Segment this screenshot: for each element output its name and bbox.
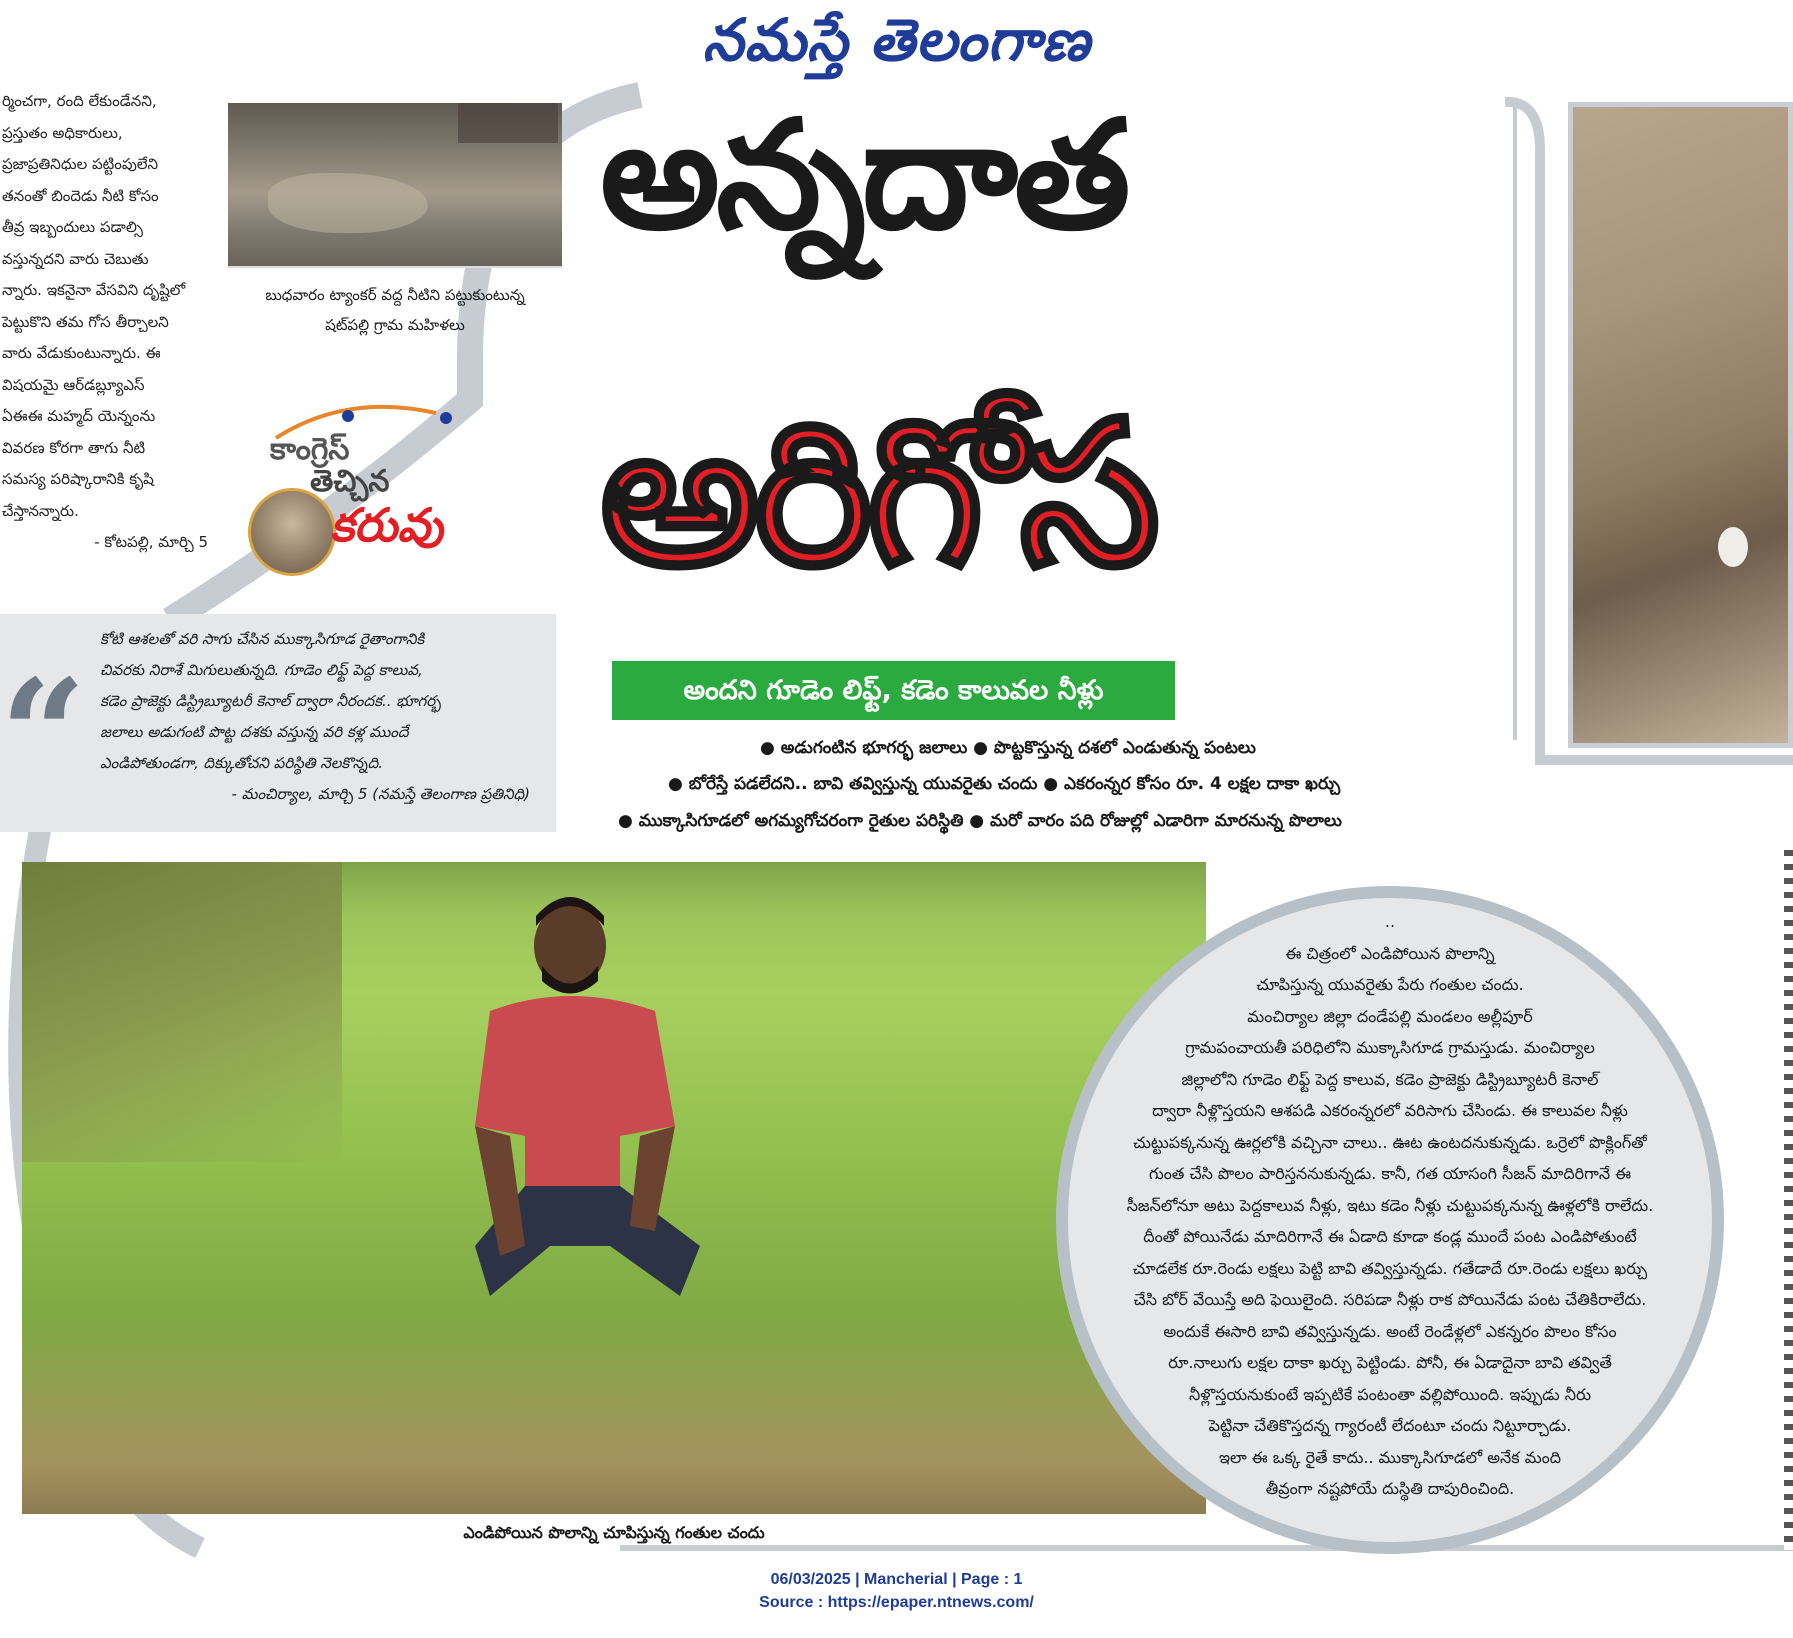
story-line: గుంత చేసి పొలం పారిస్తననుకున్నడు. కానీ, గత యాసంగి సీజన్ మాదిరిగానే ఈ [1148, 1164, 1632, 1183]
story-line: సీజన్‌లోనూ అటు పెద్దకాలువ నీళ్లు, ఇటు కడెం నీళ్లు చుట్టుపక్కనున్న ఊళ్లలోకి రాలేదు. [1126, 1195, 1654, 1215]
article-line: విషయమై ఆర్‌డబ్ల్యూఎస్ [2, 375, 145, 394]
story-line: గ్రామపంచాయతీ పరిధిలోని ముక్కాసిగూడ గ్రామస్తుడు. మంచిర్యాల [1185, 1038, 1595, 1057]
story-line: తీవ్రంగా నష్టపోయే దుస్థితి దాపురించింది. [1265, 1479, 1515, 1498]
caption-line: షట్‌పల్లి గ్రామ మహిళలు [325, 316, 465, 334]
field-photo-caption: ఎండిపోయిన పొలాన్ని చూపిస్తున్న గంతుల చందు [463, 1523, 765, 1542]
story-line: పెట్టినా చేతికొస్తదన్న గ్యారంటీ లేదంటూ చందు నిట్టూర్చాడు. [1208, 1416, 1572, 1435]
quote-line: కడెం ప్రాజెక్టు డిస్ట్రిబ్యూటరీ కెనాల్ ద్వారా నీరందక.. భూగర్భ [100, 692, 442, 710]
worker-figure [1718, 527, 1748, 567]
article-line: తీవ్ర ఇబ్బందులు పడాల్సి [2, 218, 143, 236]
article-line: పెట్టుకొని తమ గోస తీర్చాలని [2, 312, 169, 331]
story-line: ఈ చిత్రంలో ఎండిపోయిన పొలాన్ని [1285, 943, 1495, 963]
photo-vegetation [22, 862, 342, 1162]
headline-line1: అన్నదాత [600, 89, 1127, 263]
article-line: ర్మించగా, రంది లేకుండేనని, [2, 92, 157, 110]
badge-text-brought: తెచ్చిన [310, 464, 390, 499]
story-line: రూ.నాలుగు లక్షల దాకా ఖర్చు పెట్టిండు. పోనీ, ఈ ఏడాదైనా బావి తవ్వితే [1168, 1353, 1612, 1372]
article-line: ఏఈఈ మహ్మద్ యెన్నంను [2, 407, 156, 425]
quote-line: ఎండిపోతుండగా, దిక్కుతోచని పరిస్థితి నెలకొన్నది. [100, 754, 383, 772]
farmer-figure [470, 886, 730, 1306]
story-line: చూడలేక రూ.రెండు లక్షలు పెట్టి బావి తవ్విస్తున్నడు. గతేడాదే రూ.రెండు లక్షలు ఖర్చు [1132, 1258, 1648, 1278]
story-line: ద్వారా నీళ్లొస్తయని ఆశపడి ఎకరంన్నరలో వరిసాగు చేసిండు. ఈ కాలువల నీళ్లు [1152, 1101, 1628, 1120]
story-line: నీళ్లొస్తయనుకుంటే ఇప్పటికే పంటంతా వల్లిపోయింది. ఇప్పుడు నీరు [1189, 1384, 1591, 1404]
article-dateline: - కోటపల్లి, మార్చి 5 [94, 533, 208, 551]
left-column-article [2, 86, 214, 559]
deck-subheadline: అందని గూడెం లిఫ్ట్, కడెం కాలువల నీళ్లు [612, 661, 1175, 720]
footer-source-link[interactable]: Source : https://epaper.ntnews.com/ [759, 1594, 1034, 1611]
story-line: దీంతో పోయినేడు మాదిరిగానే ఈ ఏడాది కూడా కండ్ల ముందే పంట ఎండిపోతుంటే [1143, 1227, 1637, 1246]
story-line: చేసి బోర్ వేయిస్తే అది ఫెయిలైంది. సరిపడా నీళ్లు రాక పోయినేడు పంట చేతికిరాలేదు. [1133, 1290, 1647, 1309]
caption-line: బుధవారం ట్యాంకర్ వద్ద నీటిని పట్టుకుంటున్న [265, 286, 525, 304]
article-line: తనంతో బిందెడు నీటి కోసం [2, 186, 159, 205]
article-line: ప్రజాప్రతినిధుల పట్టింపులేని [2, 155, 158, 173]
quote-line: జలాలు అడుగంటి పొట్ట దశకు వస్తున్న వరి కళ్ల ముందే [100, 723, 409, 741]
article-line: సమస్య పరిష్కారానికి కృషి [2, 470, 154, 488]
well-digging-photo [1568, 102, 1793, 748]
tanker-water-photo [228, 103, 562, 268]
article-line: వస్తున్నదని వారు చెబుతు [2, 249, 149, 268]
bullet-line: ● ముక్కాసిగూడలో అగమ్యగోచరంగా రైతుల పరిస్థితి ● మరో వారం పది రోజుల్లో ఎడారిగా మారనున్న పొలాలు [618, 811, 1342, 831]
story-line: చూపిస్తున్న యువరైతు పేరు గంతుల చందు. [1256, 975, 1524, 994]
circle-story-text [1080, 906, 1700, 1505]
page-footer [0, 1568, 1793, 1614]
bullet-line: ● బోరేస్తే పడలేదని.. బావి తవ్విస్తున్న యువరైతు చందు ● ఎకరంన్నర కోసం రూ. 4 లక్షల దాకా ఖర్చు [668, 774, 1341, 794]
tanker-photo-caption [228, 280, 562, 340]
article-line: ప్రస్తుతం అధికారులు, [2, 123, 123, 142]
story-line: ఇలా ఈ ఒక్క రైతే కాదు.. ముక్కాసిగూడలో అనేక మంది [1218, 1447, 1562, 1467]
story-line: అందుకే ఈసారి బావి తవ్విస్తున్నడు. అంటే రెండేళ్లలో ఎకన్నరం పొలం కోసం [1163, 1321, 1617, 1341]
article-line: చేస్తానన్నారు. [2, 501, 79, 520]
article-line: వివరణ కోరగా తాగు నీటి [2, 438, 146, 457]
quote-line: కోటి ఆశలతో వరి సాగు చేసిన ముక్కాసిగూడ రైతాంగానికి [100, 630, 425, 648]
footer-edition-line: 06/03/2025 | Mancherial | Page : 1 [770, 1571, 1023, 1588]
headline-line2: అరిగోస [600, 378, 1155, 611]
photo-reflection [268, 173, 428, 233]
quote-dateline: - మంచిర్యాల, మార్చి 5 (నమస్తే తెలంగాణ ప్రతినిధి) [231, 785, 530, 803]
article-line: వారు వేడుకుంటున్నారు. ఈ [2, 344, 161, 362]
quote-line: చివరకు నిరాశే మిగులుతున్నది. గూడెం లిఫ్ట్ పెద్ద కాలువ, [100, 661, 423, 679]
quote-mark-icon: “ [0, 647, 87, 823]
badge-text-drought: కరువు [330, 498, 444, 552]
bullet-line: ● అడుగంటిన భూగర్భ జలాలు ● పొట్టకొస్తున్న దశలో ఎండుతున్న పంటలు [760, 738, 1256, 758]
badge-text-congress: కాంగ్రెస్ [270, 432, 350, 467]
story-line: .. [1384, 912, 1396, 931]
adjacent-page-edge [1784, 850, 1793, 1550]
pull-quote-text [100, 624, 540, 810]
story-line: మంచిర్యాల జిల్లా దండేపల్లి మండలం అల్లీపూర్ [1247, 1006, 1533, 1026]
photo-shadow [458, 103, 558, 143]
article-line: న్నారు. ఇకనైనా వేసవిని దృష్టిలో [2, 281, 186, 299]
masthead: నమస్తే తెలంగాణ [702, 6, 1091, 74]
story-line: జిల్లాలోని గూడెం లిఫ్ట్ పెద్ద కాలువ, కడెం ప్రాజెక్టు డిస్ట్రిబ్యూటరీ కెనాల్ [1181, 1069, 1599, 1089]
story-line: చుట్టుపక్కనున్న ఊర్లలోకి వచ్చినా చాలు.. ఊట ఉంటదనుకున్నడు. ఒర్రెలో పొక్లింగ్‌తో [1133, 1132, 1647, 1152]
